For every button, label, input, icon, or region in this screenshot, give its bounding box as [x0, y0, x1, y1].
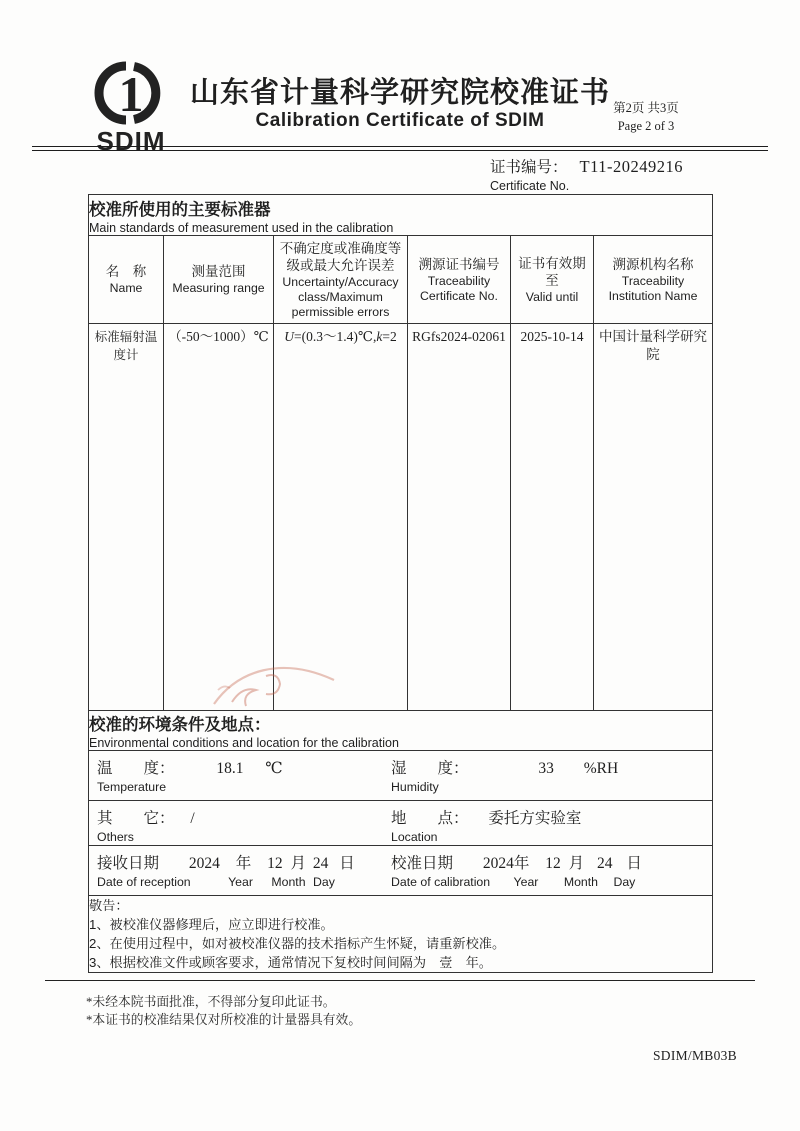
- col-header-uncertainty: 不确定度或准确度等级或最大允许误差 Uncertainty/Accuracy class/Maximum permissible errors: [274, 236, 408, 324]
- environment-title-row: [89, 711, 713, 751]
- page-indicator-en: Page 2 of 3: [617, 119, 675, 133]
- notice-row: [89, 896, 713, 973]
- certificate-number-label-en: Certificate No.: [490, 179, 570, 193]
- dates-row: [89, 846, 713, 896]
- temperature-unit: ℃: [265, 760, 283, 777]
- form-code: SDIM/MB03B: [652, 1048, 737, 1063]
- calibration-date-field: 校准日期 2024年 12 月 24 日 Date of calibration Year Month Day: [391, 855, 642, 889]
- environment-title-cn: 校准的环境条件及地点：: [89, 716, 271, 734]
- location-label: 地 点：: [391, 810, 469, 827]
- cell-institution: 中国计量科学研究院: [594, 324, 713, 711]
- notice-item: 1、被校准仪器修理后，应立即进行校准。: [89, 917, 334, 932]
- reception-date-label: 接收日期: [97, 855, 160, 872]
- cell-traceability-cert-no: RGfs2024-02061: [408, 324, 511, 711]
- page-subtitle: Calibration Certificate of SDIM: [255, 110, 545, 131]
- header-divider: [32, 146, 768, 151]
- calibration-date-label: 校准日期: [391, 855, 454, 872]
- humidity-label-en: Humidity: [391, 780, 439, 794]
- others-field: [89, 801, 391, 844]
- standards-title-cn: 校准所使用的主要标准器: [89, 200, 271, 219]
- notice-item: 3、根据校准文件或顾客要求，通常情况下复校时间间隔为 壹 年。: [89, 955, 492, 970]
- col-header-valid-until: 证书有效期至 Valid until: [511, 236, 594, 324]
- humidity-unit: %RH: [583, 760, 619, 777]
- others-value: /: [190, 810, 195, 827]
- standards-title-en: Main standards of measurement used in the calibration: [89, 220, 394, 235]
- temperature-label-en: Temperature: [97, 780, 167, 794]
- calibration-date-label-en: Date of calibration: [391, 875, 491, 889]
- standards-title-row: [89, 195, 713, 236]
- col-header-institution: 溯源机构名称 Traceability Institution Name: [594, 236, 713, 324]
- reception-date-label-en: Date of reception: [97, 875, 191, 889]
- col-header-measuring-range: 测量范围 Measuring range: [164, 236, 274, 324]
- footer-note: *本证书的校准结果仅对所校准的计量器具有效。: [86, 1012, 362, 1027]
- environment-title-en: Environmental conditions and location for the calibration: [89, 736, 399, 750]
- cell-uncertainty: U=(0.3～1.4)℃,k=2: [274, 324, 408, 711]
- footer-divider: [45, 980, 755, 981]
- humidity-field: [391, 751, 712, 794]
- logo-digit: 1: [118, 66, 144, 122]
- others-label: 其 它：: [97, 810, 175, 827]
- certificate-number: T11-20249216: [579, 157, 683, 176]
- footer-note: *未经本院书面批准，不得部分复印此证书。: [86, 995, 336, 1009]
- temperature-field: [89, 751, 391, 794]
- page-title: 山东省计量科学研究院校准证书: [189, 77, 610, 109]
- notice-item: 2、在使用过程中，如对被校准仪器的技术指标产生怀疑，请重新校准。: [89, 936, 506, 951]
- location-label-en: Location: [391, 830, 438, 844]
- footer-notes: [86, 994, 361, 1029]
- humidity-value: 33: [538, 760, 554, 777]
- temperature-humidity-row: [89, 751, 713, 801]
- standards-header-row: [89, 236, 713, 324]
- notice-title: 敬告：: [89, 898, 129, 913]
- temperature-value: 18.1: [216, 760, 244, 777]
- cell-standard-name: 标准辐射温度计: [89, 324, 164, 711]
- col-header-name: 名 称 Name: [89, 236, 164, 324]
- reception-date-field: 接收日期 2024 年 12 月 24 日 Date of reception Year Month Day: [97, 855, 355, 889]
- location-value: 委托方实验室: [488, 810, 582, 827]
- cell-measuring-range: （-50～1000）℃: [164, 324, 274, 711]
- location-field: [391, 801, 712, 844]
- page-indicator-cn: 第2页 共3页: [613, 101, 679, 115]
- others-location-row: [89, 801, 713, 846]
- page-indicator: [588, 99, 704, 135]
- humidity-label: 湿 度：: [391, 760, 469, 777]
- certificate-number-label: 证书编号：: [490, 159, 568, 176]
- col-header-traceability-cert-no: 溯源证书编号 Traceability Certificate No.: [408, 236, 511, 324]
- standards-data-row: [89, 324, 713, 711]
- standards-table: [88, 194, 713, 973]
- cell-valid-until: 2025-10-14: [511, 324, 594, 711]
- certificate-number-block: [490, 155, 720, 193]
- others-label-en: Others: [97, 830, 134, 844]
- temperature-label: 温 度：: [97, 760, 175, 777]
- logo-wordmark: SDIM: [96, 126, 166, 154]
